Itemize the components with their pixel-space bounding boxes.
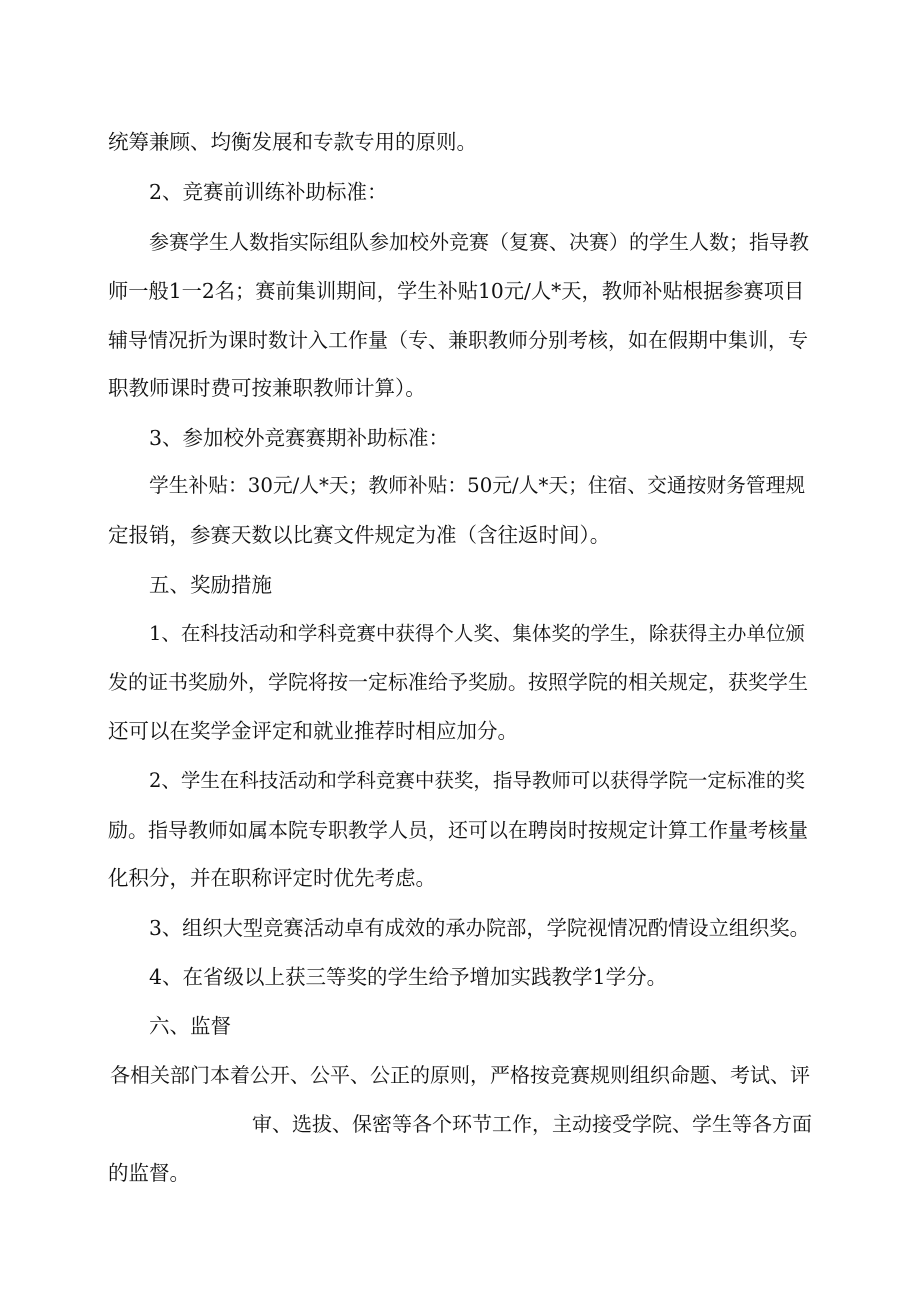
- subsection-heading: 3、参加校外竞赛赛期补助标准：: [149, 426, 450, 450]
- paragraph-line: 化积分，并在职称评定时优先考虑。: [108, 866, 436, 890]
- paragraph-line: 参赛学生人数指实际组队参加校外竞赛（复赛、决赛）的学生人数；指导教: [149, 230, 809, 254]
- subsection-heading: 2、竞赛前训练补助标准：: [149, 180, 388, 204]
- paragraph-line: 学生补贴：30元/人*天；教师补贴：50元/人*天；住宿、交通按财务管理规: [149, 474, 806, 497]
- paragraph-line: 各相关部门本着公开、公平、公正的原则，严格按竞赛规则组织命题、考试、评: [110, 1063, 810, 1087]
- paragraph-line: 统筹兼顾、均衡发展和专款专用的原则。: [108, 130, 477, 154]
- paragraph-line: 3、组织大型竞赛活动卓有成效的承办院部，学院视情况酌情设立组织奖。: [149, 916, 810, 940]
- paragraph-line: 定报销，参赛天数以比赛文件规定为准（含往返时间）。: [108, 523, 611, 547]
- paragraph-line: 审、选拔、保密等各个环节工作，主动接受学院、学生等各方面: [252, 1112, 812, 1136]
- paragraph-line: 2、学生在科技活动和学科竞赛中获奖，指导教师可以获得学院一定标准的奖: [149, 769, 805, 792]
- section-heading: 五、奖励措施: [149, 573, 272, 597]
- paragraph-line: 辅导情况折为课时数计入工作量（专、兼职教师分别考核，如在假期中集训，专: [108, 328, 808, 352]
- paragraph-line: 发的证书奖励外，学院将按一定标准给予奖励。按照学院的相关规定，获奖学生: [108, 670, 808, 694]
- section-heading: 六、监督: [149, 1014, 231, 1038]
- paragraph-line: 职教师课时费可按兼职教师计算）。: [108, 376, 426, 400]
- paragraph-line: 1、在科技活动和学科竞赛中获得个人奖、集体奖的学生，除获得主办单位颁: [149, 622, 805, 645]
- paragraph-line: 还可以在奖学金评定和就业推荐时相应加分。: [108, 719, 518, 743]
- paragraph-line: 4、在省级以上获三等奖的学生给予增加实践教学1学分。: [149, 965, 668, 989]
- paragraph-line: 师一般1一2名；赛前集训期间，学生补贴10元/人*天，教师补贴根据参赛项目: [108, 279, 805, 303]
- paragraph-line: 励。指导教师如属本院专职教学人员，还可以在聘岗时按规定计算工作量考核量: [108, 818, 808, 842]
- paragraph-line: 的监督。: [108, 1161, 190, 1185]
